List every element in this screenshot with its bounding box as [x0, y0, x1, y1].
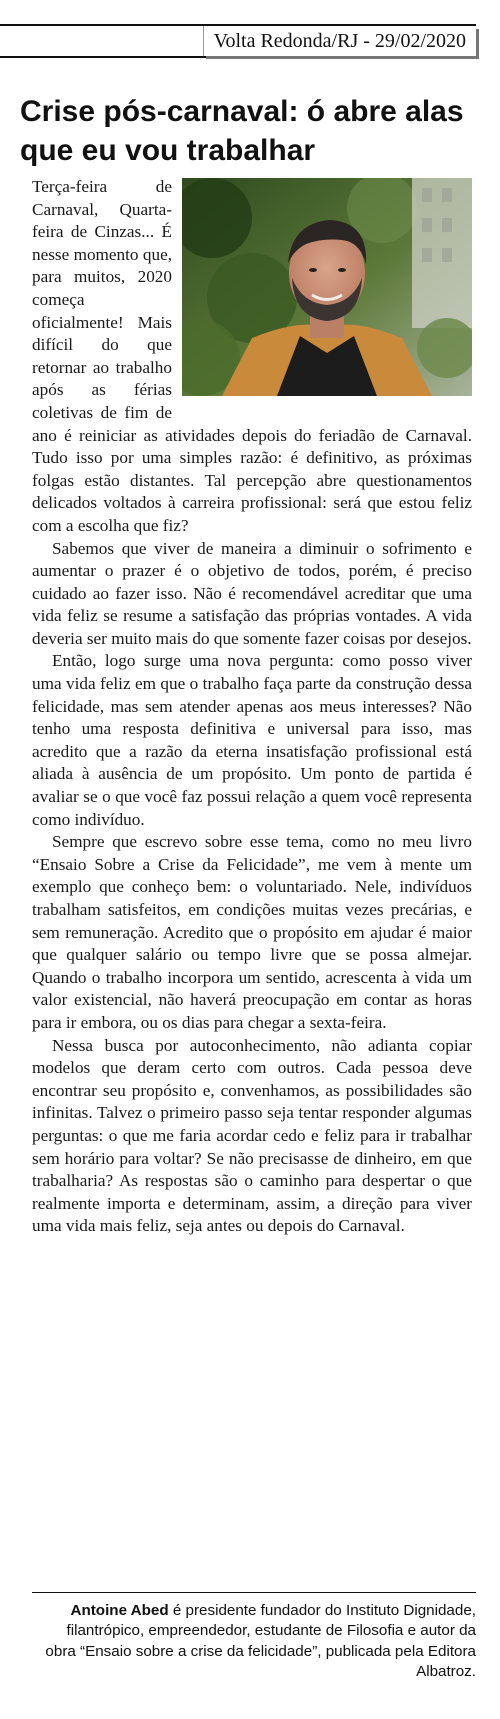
article-paragraph: Terça-feira de Carnaval, Quarta-feira de Cinzas... É nesse momento que, para muitos, 2020 começa oficialmente! Mais difícil do que retornar ao trabalho após as férias coletivas de fim de ano é reiniciar as atividades depois do feriadão de Carnaval. Tudo isso por uma simples razão: é definitivo, as próximas folgas estão distantes. Tal percepção abre questionamentos delicados voltados à carreira profissional: será que estou feliz com a escolha que fiz?	[32, 177, 472, 535]
masthead-bar	[0, 24, 476, 58]
article-paragraph: Então, logo surge uma nova pergunta: como posso viver uma vida feliz em que o trabalho faça parte da construção dessa felicidade, mas sem atender apenas aos meus interesses? Não tenho uma resposta definitiva e universal para isso, mas acredito que a razão da eterna insatisfação profissional está aliada à ausência de um propósito. Um ponto de partida é avaliar se o que você faz possui relação a quem você representa como indivíduo.	[32, 651, 472, 829]
bio-divider	[32, 1592, 476, 1593]
author-bio-text: é presidente fundador do Instituto Dignidade, filantrópico, empreendedor, estudante de Filosofia e autor da obra “Ensaio sobre a crise da felicidade”, publicada pela Editora Albatroz.	[45, 1602, 476, 1681]
article-body	[32, 176, 472, 1238]
article-paragraph: Sempre que escrevo sobre esse tema, como no meu livro “Ensaio Sobre a Crise da Felicidade”, me vem à mente um exemplo que conheço bem: o voluntariado. Nele, indivíduos trabalham satisfeitos, em condições muitas vezes precárias, e sem remuneração. Acredito que o propósito em ajudar é maior que qualquer salário ou tempo livre que se possa almejar. Quando o trabalho incorpora um sentido, acrescenta à vida um valor existencial, não haverá preocupação em contar as horas para ir embora, ou os dias para chegar a sexta-feira.	[32, 832, 472, 1032]
dateline: Volta Redonda/RJ - 29/02/2020	[203, 26, 476, 56]
article-paragraph: Sabemos que viver de maneira a diminuir o sofrimento e aumentar o prazer é o objetivo de todos, porém, é preciso cuidado ao fazer isso. Não é recomendável acreditar que uma vida feliz se resume a satisfação das próprias vontades. A vida deveria ser muito mais do que somente fazer coisas por desejos.	[32, 538, 472, 648]
headline: Crise pós-carnaval: ó abre alas que eu vou trabalhar	[20, 95, 464, 167]
author-bio	[32, 1601, 476, 1683]
article-paragraph: Nessa busca por autoconhecimento, não adianta copiar modelos que deram certo com outros. Cada pessoa deve encontrar seu propósito e, convenhamos, as possibilidades são infinitas. Talvez o primeiro passo seja tentar responder algumas perguntas: o que me faria acordar cedo e feliz para ir trabalhar sem horário para voltar? Se não precisasse de dinheiro, em que trabalharia? As respostas são o caminho para despertar o que realmente importa e determinam, assim, a direção para viver uma vida mais feliz, seja antes ou depois do Carnaval.	[32, 1035, 472, 1236]
author-photo	[182, 178, 472, 396]
author-name: Antoine Abed	[70, 1602, 169, 1619]
